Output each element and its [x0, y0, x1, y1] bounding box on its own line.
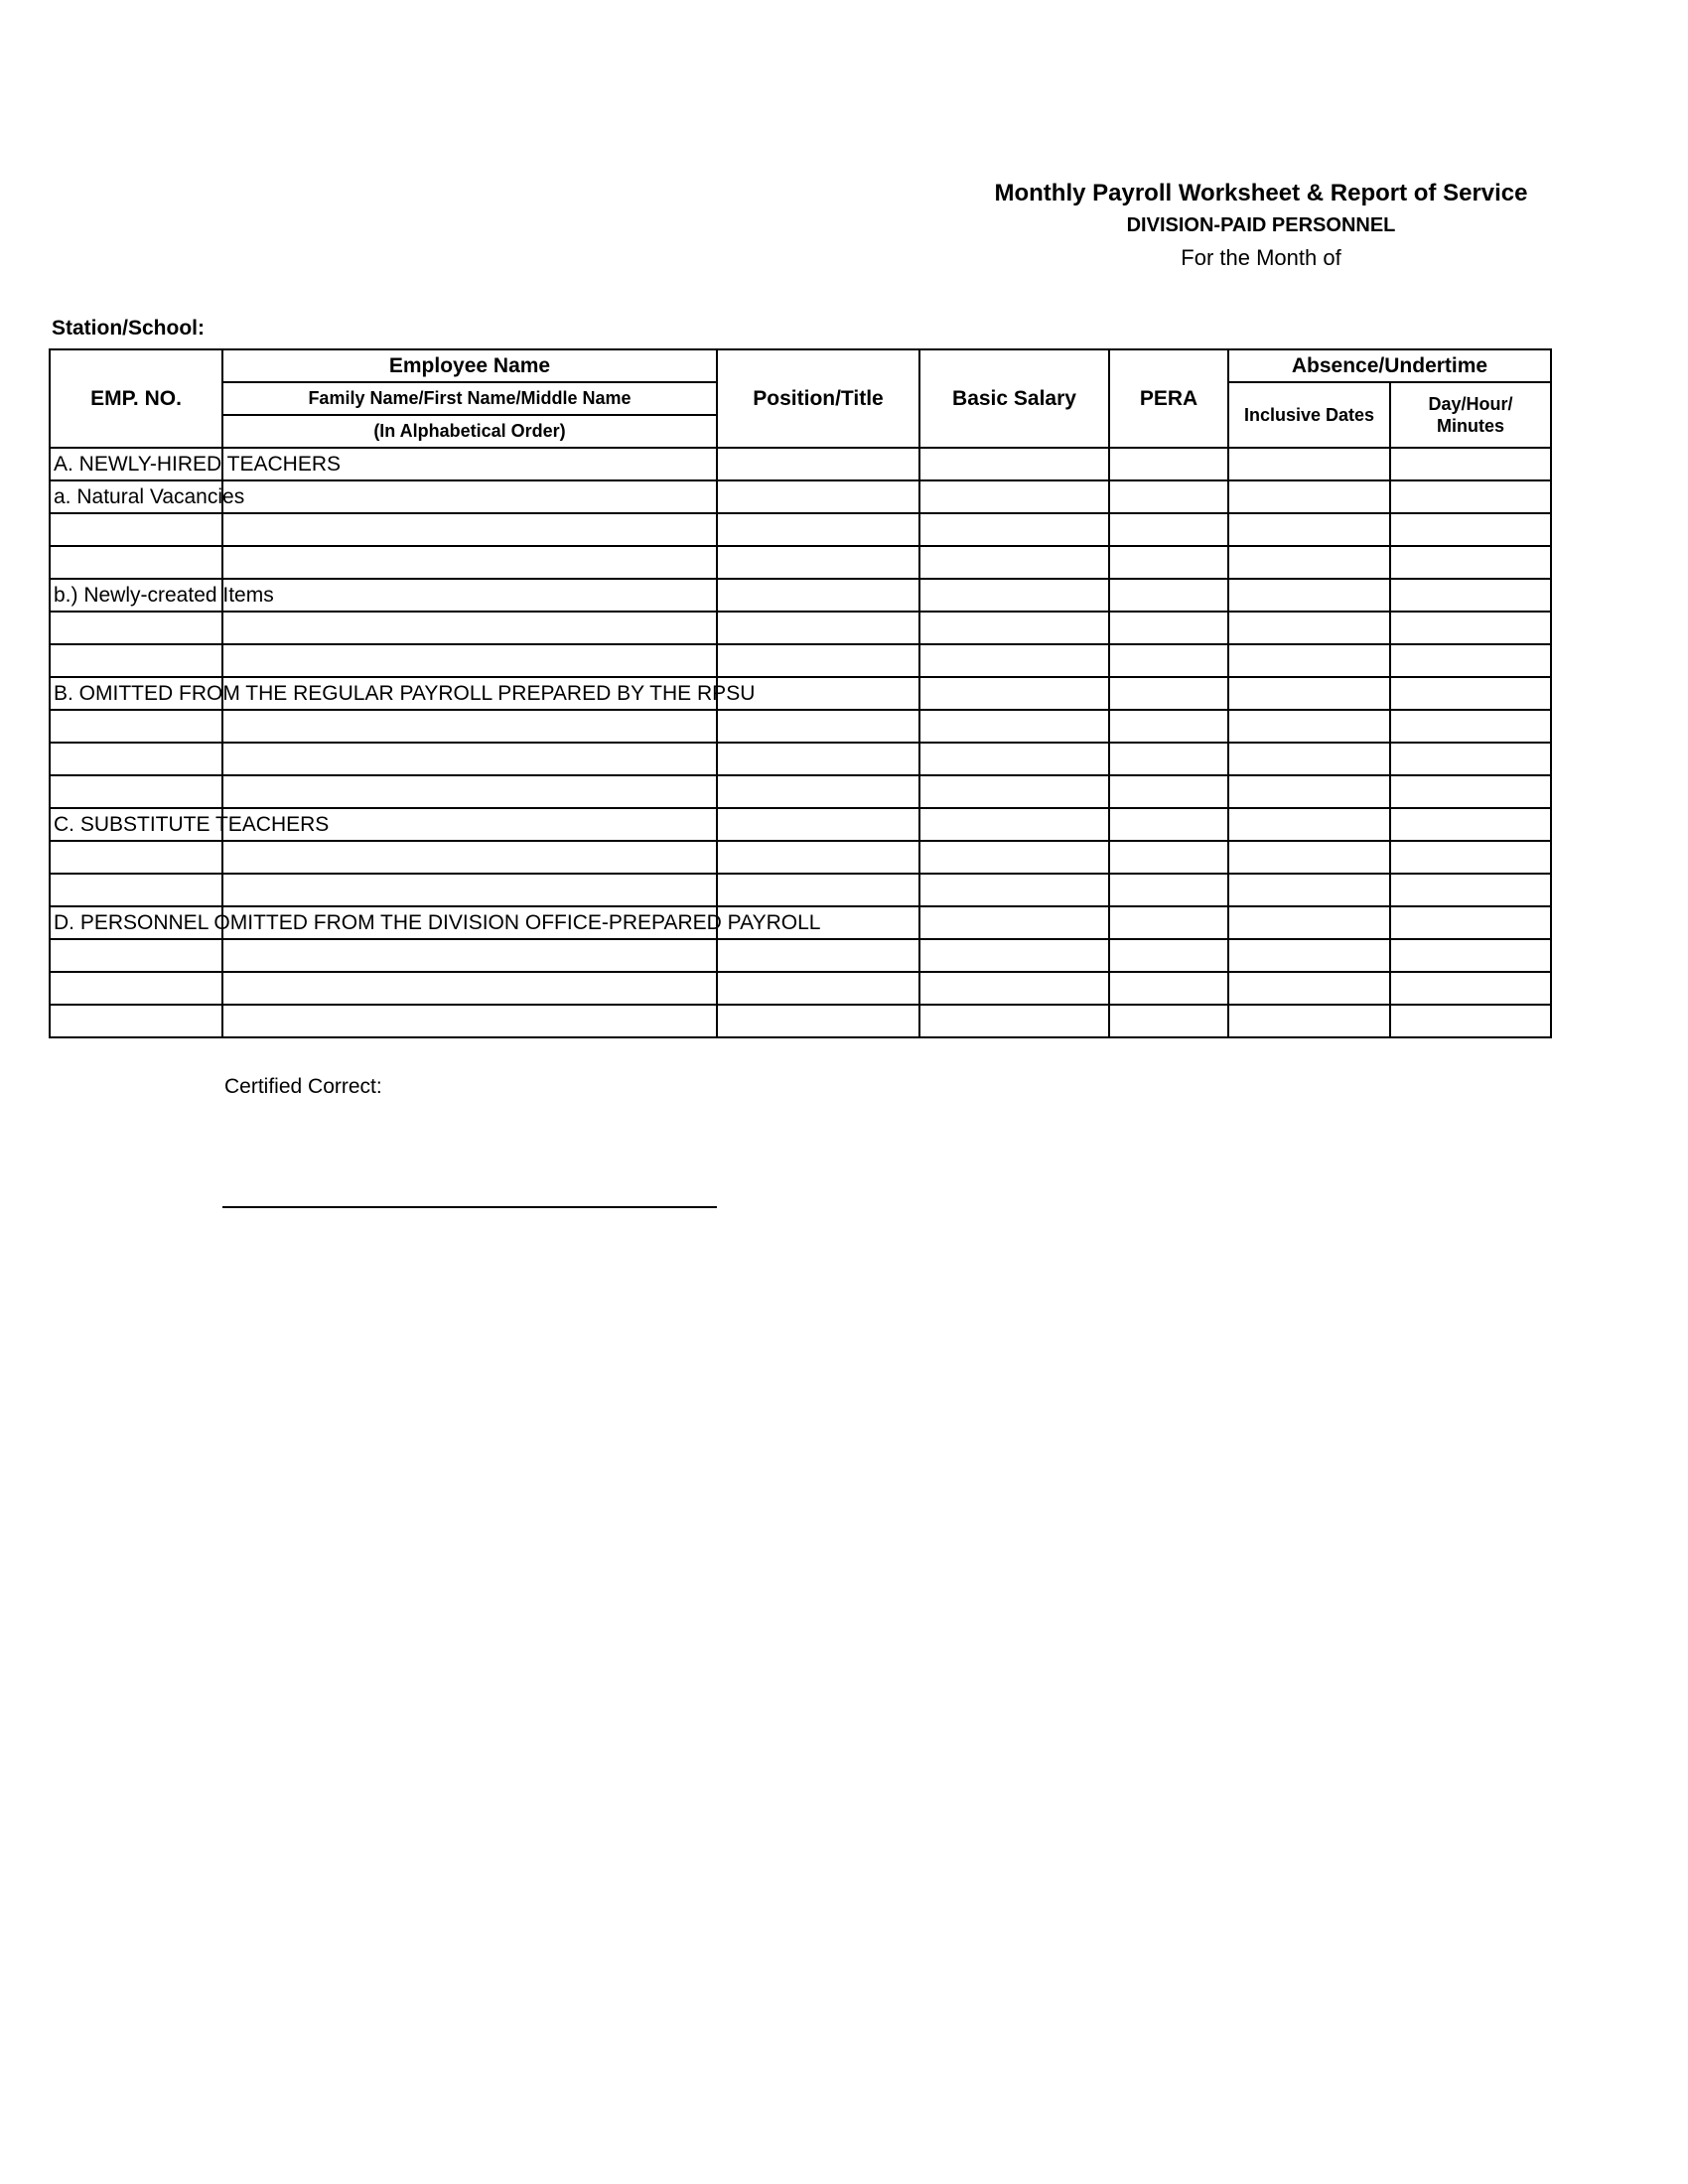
header-basic-salary: Basic Salary	[919, 349, 1109, 448]
section-row	[50, 906, 1551, 939]
title-block	[983, 177, 1539, 276]
header-day-hour-minutes: Day/Hour/ Minutes	[1390, 382, 1551, 448]
table-row	[50, 546, 1551, 579]
month-label: For the Month of	[1181, 245, 1341, 270]
section-a-natural-label: a. Natural Vacancies	[54, 485, 245, 508]
section-a-label: A. NEWLY-HIRED TEACHERS	[54, 453, 342, 476]
table-row	[50, 775, 1551, 808]
document-title: Monthly Payroll Worksheet & Report of Service	[994, 180, 1528, 206]
section-row	[50, 808, 1551, 841]
section-row	[50, 480, 1551, 513]
table-row	[50, 972, 1551, 1005]
header-pera: PERA	[1109, 349, 1228, 448]
table-row	[50, 874, 1551, 906]
section-c-label: C. SUBSTITUTE TEACHERS	[54, 813, 330, 836]
table-row	[50, 841, 1551, 874]
header-employee-name: Employee Name	[222, 349, 717, 382]
section-d-label: D. PERSONNEL OMITTED FROM THE DIVISION OFFICE-PREPARED PAYROLL	[54, 911, 821, 934]
table-row	[50, 939, 1551, 972]
signature-line	[222, 1206, 717, 1208]
station-label: Station/School:	[52, 317, 205, 340]
table-row	[50, 612, 1551, 644]
section-row	[50, 579, 1551, 612]
header-inclusive-dates: Inclusive Dates	[1228, 382, 1390, 448]
header-position: Position/Title	[717, 349, 919, 448]
document-subtitle: DIVISION-PAID PERSONNEL	[1126, 214, 1396, 236]
section-row	[50, 448, 1551, 480]
payroll-table	[49, 348, 1552, 1038]
header-emp-no: EMP. NO.	[50, 349, 222, 448]
header-name-format: Family Name/First Name/Middle Name	[222, 382, 717, 415]
header-absence: Absence/Undertime	[1228, 349, 1551, 382]
table-row	[50, 1005, 1551, 1037]
certified-correct-label: Certified Correct:	[224, 1075, 382, 1098]
table-row	[50, 513, 1551, 546]
section-row	[50, 677, 1551, 710]
table-row	[50, 644, 1551, 677]
section-b-newly-label: b.) Newly-created Items	[54, 584, 274, 607]
section-b-label: B. OMITTED FROM THE REGULAR PAYROLL PREPARED BY THE RPSU	[54, 682, 756, 705]
table-row	[50, 710, 1551, 743]
header-order-note: (In Alphabetical Order)	[222, 415, 717, 448]
table-row	[50, 743, 1551, 775]
